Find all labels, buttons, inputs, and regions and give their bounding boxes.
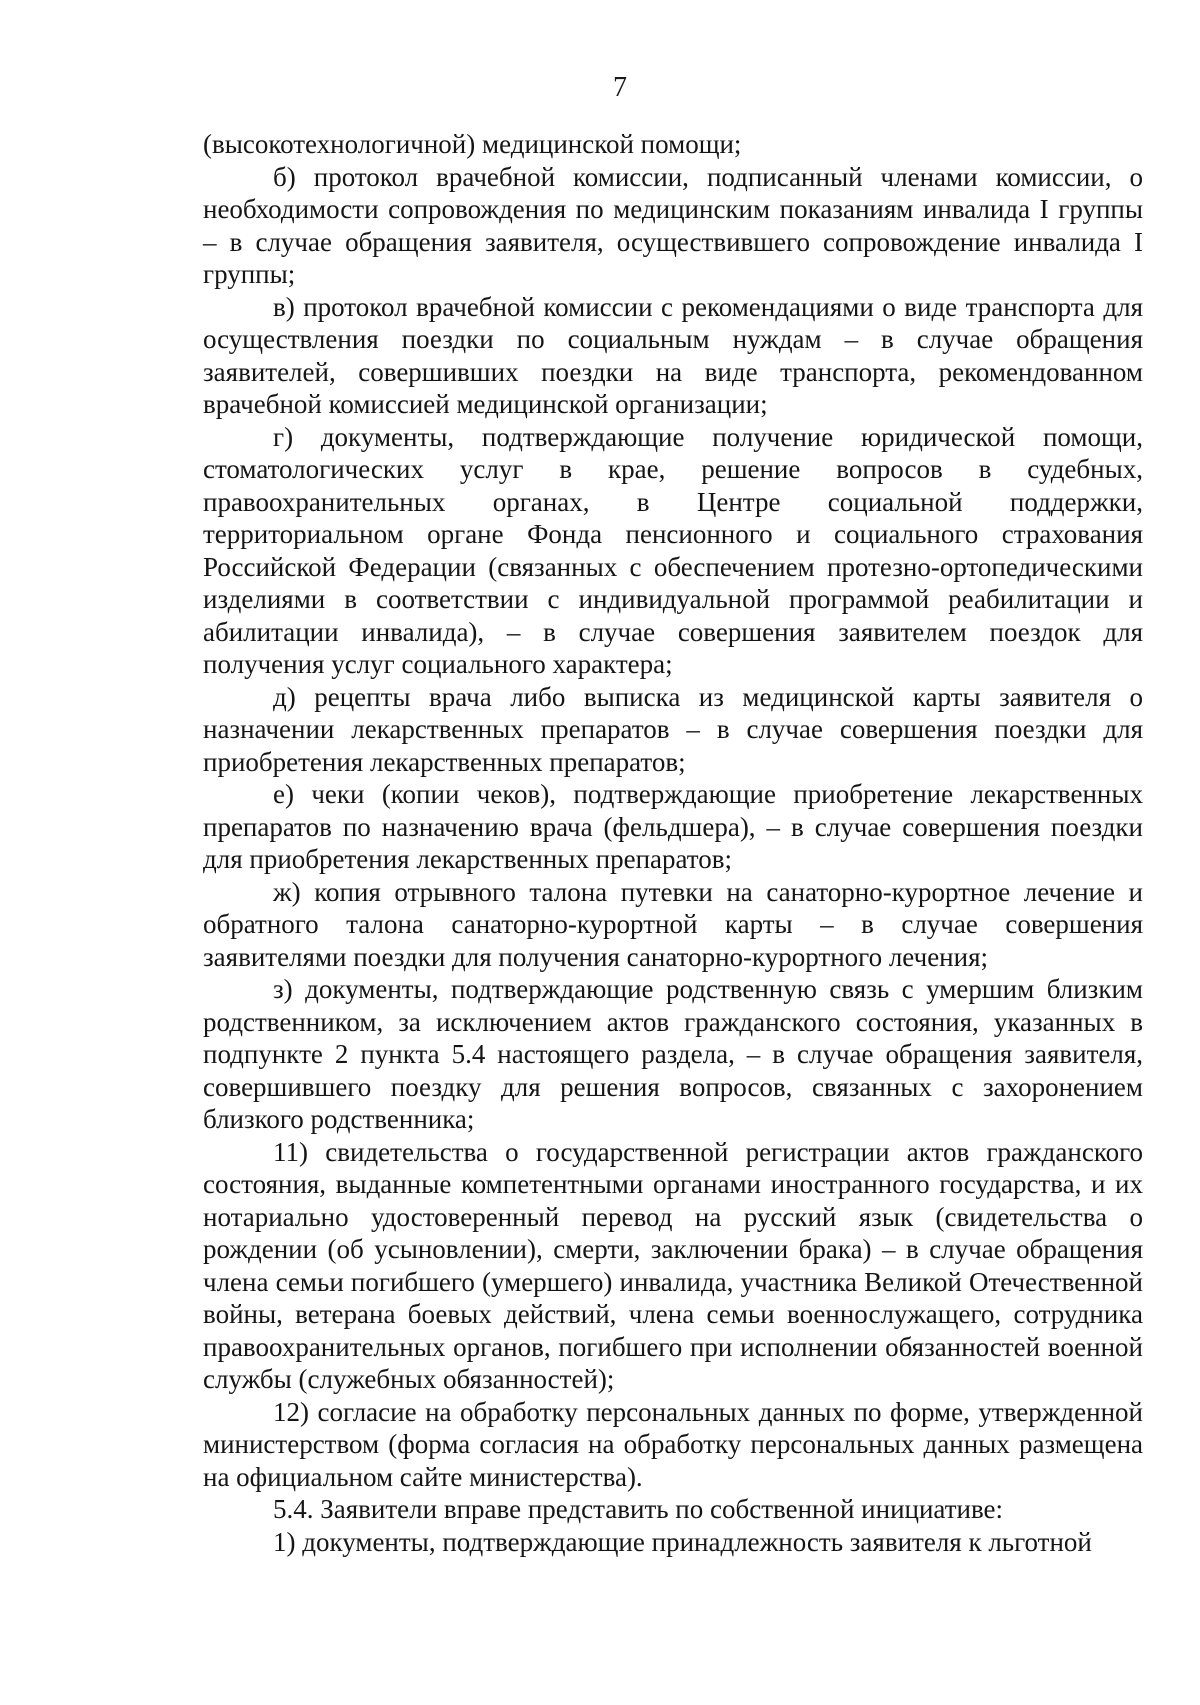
paragraph-5-4: 5.4. Заявители вправе представить по собственной инициативе: [273,1494,1004,1524]
paragraph-d: д) рецепты врача либо выписка из медицинской карты заявителя о назначении лекарственных препаратов – в случае совершения поездки для приобретения лекарственных препаратов; [203,681,1143,777]
paragraph-z: з) документы, подтверждающие родственную связь с умершим близким родственником, за исключением актов гражданского состояния, указанных в подпункте 2 пункта 5.4 настоящего раздела, – в случае обращения заявителя, совершившего поездку для решения вопросов, связанных с захоронением близкого родственника; [203,974,1143,1134]
paragraph-v: в) протокол врачебной комиссии с рекомендациями о виде транспорта для осуществления поездки по социальным нуждам – в случае обращения заявителей, совершивших поездки на виде транспорта, рекомендованном врачебной комиссией медицинской организации; [203,291,1143,419]
paragraph-12: 12) согласие на обработку персональных данных по форме, утвержденной министерством (форма согласия на обработку персональных данных размещена на официальном сайте министерства). [203,1396,1143,1492]
paragraph-continuation: (высокотехнологичной) медицинской помощи; [203,129,742,159]
paragraph-11: 11) свидетельства о государственной регистрации актов гражданского состояния, выданные компетентными органами иностранного государства, и их нотариально удостоверенный перевод на русский язык (свидетельства о рождении (об усыновлении), смерти, заключении брака) – в случае обращения члена семьи погибшего (умершего) инвалида, участника Великой Отечественной войны, ветерана боевых действий, члена семьи военнослужащего, сотрудника правоохранительных органов, погибшего при исполнении обязанностей военной службы (служебных обязанностей); [203,1136,1143,1394]
paragraph-zh: ж) копия отрывного талона путевки на санаторно-курортное лечение и обратного талона санаторно-курортной карты – в случае совершения заявителями поездки для получения санаторно-курортного лечения; [203,876,1143,972]
paragraph-g: г) документы, подтверждающие получение юридической помощи, стоматологических услуг в крае, решение вопросов в судебных, правоохранительных органах, в Центре социальной поддержки, территориальном органе Фонда пенсионного и социального страхования Российской Федерации (связанных с обеспечением протезно-ортопедическими изделиями в соответствии с индивидуальной программой реабилитации и абилитации инвалида), – в случае совершения заявителем поездок для получения услуг социального характера; [203,421,1143,679]
paragraph-5-4-1: 1) документы, подтверждающие принадлежность заявителя к льготной [273,1526,1092,1557]
paragraph-e: е) чеки (копии чеков), подтверждающие приобретение лекарственных препаратов по назначению врача (фельдшера), – в случае совершения поездки для приобретения лекарственных препаратов; [203,779,1143,874]
paragraph-b: б) протокол врачебной комиссии, подписанный членами комиссии, о необходимости сопровождения по медицинским показаниям инвалида I группы – в случае обращения заявителя, осуществившего сопровождение инвалида I группы; [203,161,1143,289]
page-number: 7 [613,72,627,103]
document-body [203,128,1143,1558]
